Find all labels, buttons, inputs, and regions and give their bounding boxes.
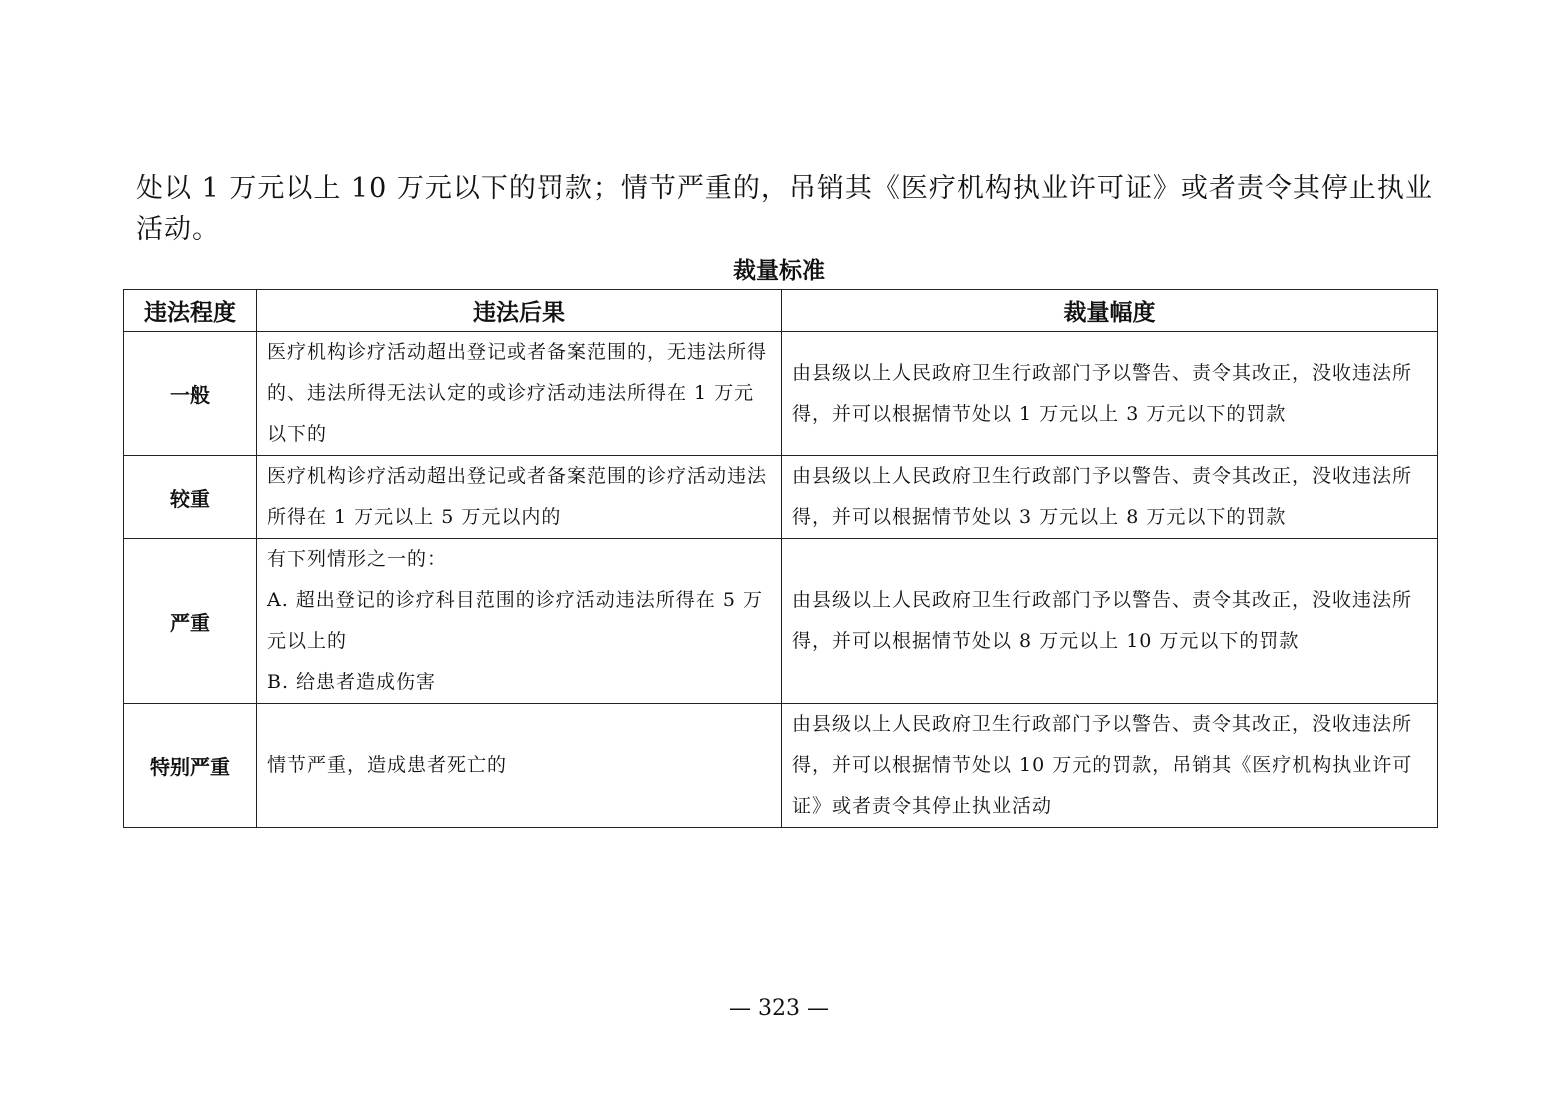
intro-paragraph: 处以 1 万元以上 10 万元以下的罚款；情节严重的，吊销其《医疗机构执业许可证》或者责令其停止执业活动。 bbox=[136, 173, 1433, 245]
row-penalty: 由县级以上人民政府卫生行政部门予以警告、责令其改正，没收违法所得，并可以根据情节处以 3 万元以上 8 万元以下的罚款 bbox=[782, 456, 1438, 539]
consequence-line: 有下列情形之一的： bbox=[267, 548, 448, 570]
row-consequence bbox=[257, 539, 782, 704]
consequence-line: B. 给患者造成伤害 bbox=[267, 671, 437, 693]
row-consequence: 医疗机构诊疗活动超出登记或者备案范围的诊疗活动违法所得在 1 万元以上 5 万元以内的 bbox=[257, 456, 782, 539]
discretion-standard-table bbox=[123, 289, 1438, 828]
table-row bbox=[124, 332, 1438, 456]
row-penalty: 由县级以上人民政府卫生行政部门予以警告、责令其改正，没收违法所得，并可以根据情节处以 1 万元以上 3 万元以下的罚款 bbox=[782, 332, 1438, 456]
row-consequence: 情节严重，造成患者死亡的 bbox=[257, 704, 782, 828]
table-row bbox=[124, 456, 1438, 539]
table-row bbox=[124, 704, 1438, 828]
row-level: 特别严重 bbox=[124, 704, 257, 828]
row-level: 较重 bbox=[124, 456, 257, 539]
table-header-row bbox=[124, 290, 1438, 332]
page-number: — 323 — bbox=[729, 996, 829, 1021]
table-title: 裁量标准 bbox=[733, 258, 825, 284]
row-level: 一般 bbox=[124, 332, 257, 456]
table-row bbox=[124, 539, 1438, 704]
row-penalty: 由县级以上人民政府卫生行政部门予以警告、责令其改正，没收违法所得，并可以根据情节处以 8 万元以上 10 万元以下的罚款 bbox=[782, 539, 1438, 704]
header-consequence: 违法后果 bbox=[257, 290, 782, 332]
row-consequence: 医疗机构诊疗活动超出登记或者备案范围的，无违法所得的、违法所得无法认定的或诊疗活动违法所得在 1 万元以下的 bbox=[257, 332, 782, 456]
header-level: 违法程度 bbox=[124, 290, 257, 332]
consequence-line: A. 超出登记的诊疗科目范围的诊疗活动违法所得在 5 万元以上的 bbox=[267, 589, 763, 652]
row-penalty: 由县级以上人民政府卫生行政部门予以警告、责令其改正，没收违法所得，并可以根据情节处以 10 万元的罚款，吊销其《医疗机构执业许可证》或者责令其停止执业活动 bbox=[782, 704, 1438, 828]
header-penalty: 裁量幅度 bbox=[782, 290, 1438, 332]
row-level: 严重 bbox=[124, 539, 257, 704]
